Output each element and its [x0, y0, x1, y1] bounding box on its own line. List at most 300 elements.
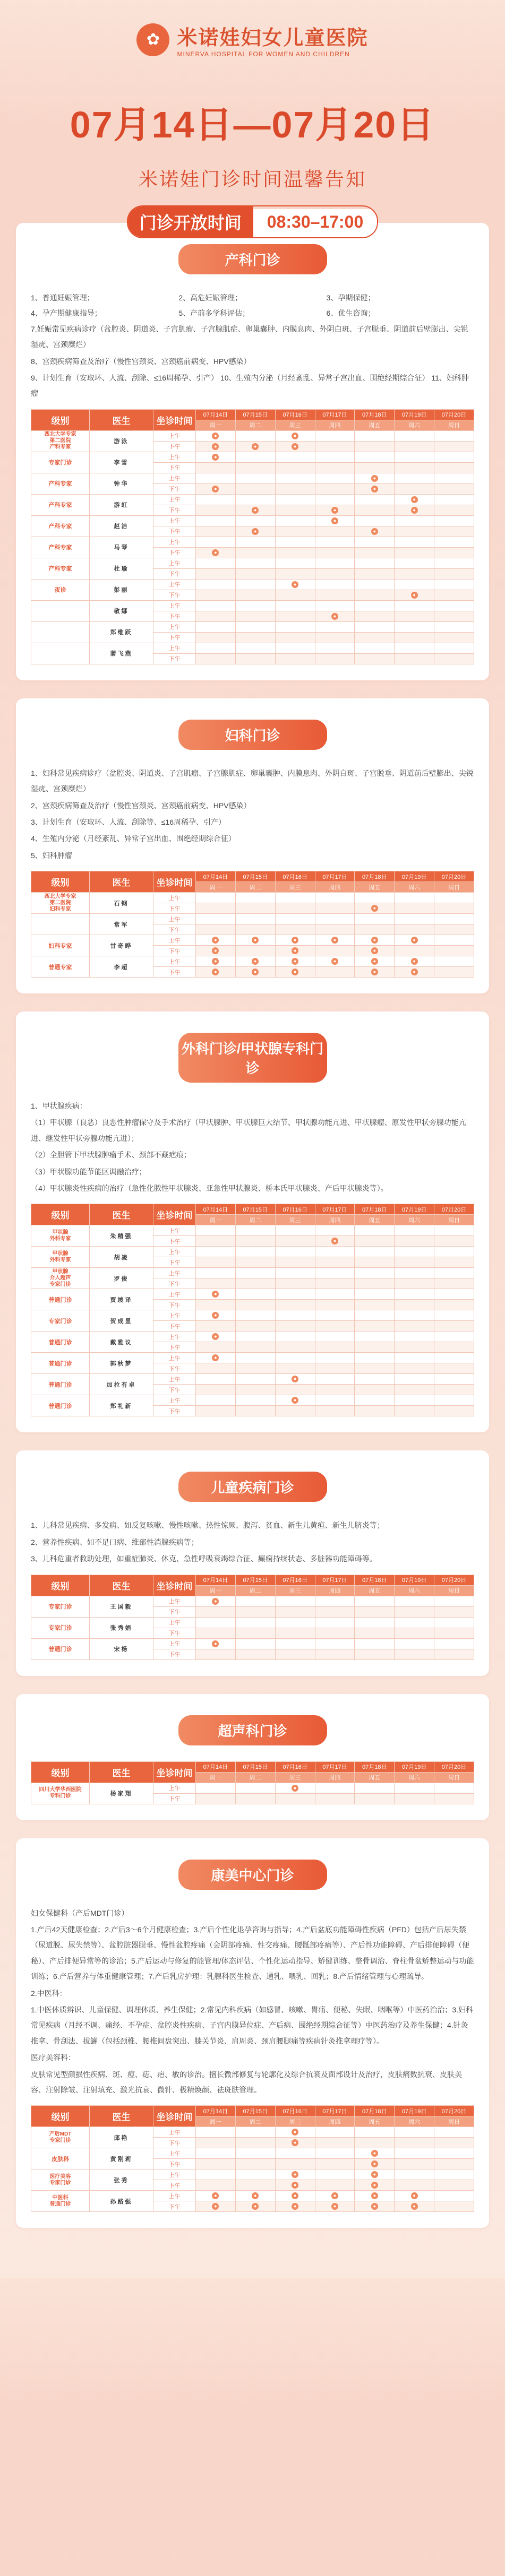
service-line: 妇女保健科（产后MDT门诊） — [31, 1908, 129, 1917]
schedule-cell — [196, 526, 236, 537]
schedule-cell — [395, 1783, 434, 1793]
section-title: 康美中心门诊 — [178, 1860, 327, 1890]
doctor-level: 产科专家 — [31, 537, 90, 558]
schedule-cell — [395, 1628, 434, 1638]
doctor-level: 甲状腺 外科专家 — [31, 1225, 90, 1247]
schedule-cell — [315, 1385, 355, 1395]
schedule-cell — [196, 462, 236, 473]
doctor-name: 石钢 — [90, 893, 153, 914]
col-date: 07月17日 — [315, 1575, 355, 1585]
schedule-cell — [196, 653, 236, 664]
slot-label: 上午 — [153, 430, 196, 441]
doctor-name: 王国毅 — [90, 1596, 153, 1617]
on-duty-icon: ● — [212, 454, 219, 461]
schedule-cell — [235, 956, 275, 967]
col-date: 07月17日 — [315, 409, 355, 420]
service-line: 1、妇科常见疾病诊疗（盆腔炎、阴道炎、子宫肌瘤、子宫腺肌症、卵巢囊肿、内膜息肉、外阴白斑、子宫脱垂、阴道前后壁膨出、尖锐湿疣、宫颈糜烂） — [31, 768, 474, 793]
on-duty-icon: ● — [371, 486, 378, 492]
slot-label: 上午 — [153, 1332, 196, 1342]
table-row — [31, 1225, 474, 1236]
schedule-cell — [434, 611, 474, 621]
schedule-cell — [196, 1332, 236, 1342]
schedule-cell — [355, 967, 395, 978]
schedule-cell — [355, 1395, 395, 1406]
schedule-cell — [196, 2138, 236, 2148]
schedule-cell — [196, 473, 236, 483]
slot-label: 上午 — [153, 2169, 196, 2180]
schedule-cell — [196, 1278, 236, 1289]
schedule-cell — [315, 1300, 355, 1310]
schedule-cell — [235, 2127, 275, 2138]
schedule-cell — [235, 2191, 275, 2201]
slot-label: 下午 — [153, 483, 196, 494]
schedule-cell — [196, 579, 236, 590]
doctor-level: 专家门诊 — [31, 1310, 90, 1332]
service-line: 9、计划生育（安取环、人流、刮除、≤16周稀孕、引产） 10、生殖内分泌（月经紊乱、异常子宫出血、围绝经期综合征） 11、妇科肿瘤 — [31, 373, 469, 398]
col-date: 07月17日 — [315, 1761, 355, 1772]
schedule-cell — [196, 1606, 236, 1617]
col-weekday: 周三 — [275, 1215, 315, 1225]
schedule-cell — [235, 1606, 275, 1617]
slot-label: 下午 — [153, 967, 196, 978]
schedule-cell — [315, 1247, 355, 1257]
schedule-cell — [196, 1353, 236, 1363]
service-item: 4、孕产期健康指导； — [31, 309, 102, 318]
schedule-cell — [235, 1793, 275, 1804]
schedule-cell — [395, 1406, 434, 1416]
col-weekday: 周三 — [275, 2116, 315, 2127]
doctor-level — [31, 914, 90, 935]
table-row — [31, 1247, 474, 1257]
schedule-cell — [355, 1638, 395, 1649]
schedule-cell — [434, 1617, 474, 1628]
schedule-cell — [235, 1236, 275, 1247]
col-date: 07月14日 — [196, 871, 236, 882]
schedule-cell — [395, 1268, 434, 1278]
schedule-cell — [315, 579, 355, 590]
schedule-cell — [355, 441, 395, 452]
schedule-table — [31, 2105, 474, 2212]
on-duty-icon: ● — [371, 2150, 378, 2157]
on-duty-icon: ● — [411, 496, 418, 503]
table-row — [31, 893, 474, 903]
on-duty-icon: ● — [292, 2139, 298, 2146]
doctor-level: 皮肤科 — [31, 2148, 90, 2169]
schedule-cell — [235, 1406, 275, 1416]
slot-label: 下午 — [153, 2138, 196, 2148]
col-date: 07月18日 — [355, 2106, 395, 2116]
section-title: 产科门诊 — [178, 244, 327, 274]
doctor-level: 普通门诊 — [31, 1395, 90, 1416]
schedule-cell — [434, 2169, 474, 2180]
schedule-cell — [355, 505, 395, 515]
service-line: （3）甲状腺功能节能区调融治疗； — [31, 1167, 147, 1176]
schedule-cell — [355, 1289, 395, 1300]
schedule-cell — [196, 1342, 236, 1353]
schedule-cell — [275, 1649, 315, 1659]
schedule-cell — [355, 893, 395, 903]
on-duty-icon: ● — [331, 937, 338, 944]
schedule-cell — [315, 1342, 355, 1353]
schedule-cell — [196, 568, 236, 579]
schedule-cell — [315, 1606, 355, 1617]
schedule-cell — [315, 1406, 355, 1416]
on-duty-icon: ● — [371, 947, 378, 954]
schedule-cell — [355, 956, 395, 967]
schedule-cell — [315, 1257, 355, 1268]
table-row — [31, 579, 474, 590]
schedule-cell — [355, 473, 395, 483]
on-duty-icon: ● — [292, 937, 298, 944]
table-row — [31, 1310, 474, 1321]
col-date: 07月18日 — [355, 871, 395, 882]
slot-label: 下午 — [153, 441, 196, 452]
schedule-cell — [395, 515, 434, 526]
schedule-cell — [275, 1374, 315, 1385]
table-row — [31, 621, 474, 632]
schedule-cell — [235, 903, 275, 914]
col-weekday: 周二 — [235, 882, 275, 893]
schedule-cell — [434, 653, 474, 664]
col-date: 07月15日 — [235, 1204, 275, 1215]
schedule-cell — [196, 1617, 236, 1628]
slot-label: 上午 — [153, 558, 196, 568]
on-duty-icon: ● — [411, 958, 418, 965]
slot-label: 上午 — [153, 1395, 196, 1406]
schedule-cell — [355, 1268, 395, 1278]
schedule-cell — [434, 1236, 474, 1247]
schedule-cell — [434, 1596, 474, 1606]
col-weekday: 周一 — [196, 882, 236, 893]
schedule-cell — [434, 1342, 474, 1353]
schedule-cell — [235, 547, 275, 558]
doctor-level: 中医科 普通门诊 — [31, 2191, 90, 2212]
schedule-cell — [355, 1353, 395, 1363]
table-row — [31, 956, 474, 967]
schedule-cell — [275, 568, 315, 579]
slot-label: 下午 — [153, 1257, 196, 1268]
schedule-cell — [395, 547, 434, 558]
schedule-cell — [275, 1793, 315, 1804]
schedule-cell — [315, 430, 355, 441]
schedule-cell — [196, 2191, 236, 2201]
on-duty-icon: ● — [292, 947, 298, 954]
doctor-level: 普通门诊 — [31, 1332, 90, 1353]
table-row — [31, 2127, 474, 2138]
schedule-cell — [235, 1247, 275, 1257]
schedule-cell — [196, 1257, 236, 1268]
col-date: 07月18日 — [355, 1761, 395, 1772]
schedule-cell — [275, 1247, 315, 1257]
col-weekday: 周五 — [355, 1585, 395, 1596]
col-doctor: 医生 — [90, 1575, 153, 1596]
slot-label: 下午 — [153, 653, 196, 664]
table-row — [31, 1332, 474, 1342]
col-weekday: 周日 — [434, 882, 474, 893]
doctor-name: 常军 — [90, 914, 153, 935]
slot-label: 上午 — [153, 956, 196, 967]
schedule-cell — [355, 903, 395, 914]
col-weekday: 周二 — [235, 2116, 275, 2127]
schedule-cell — [315, 967, 355, 978]
col-doctor: 医生 — [90, 1204, 153, 1225]
schedule-cell — [355, 579, 395, 590]
page-subtitle: 米诺娃门诊时间温馨告知 — [138, 168, 366, 190]
schedule-cell — [235, 515, 275, 526]
schedule-cell — [434, 2127, 474, 2138]
schedule-cell — [434, 1363, 474, 1374]
col-weekday: 周四 — [315, 420, 355, 430]
schedule-cell — [395, 1353, 434, 1363]
section-title: 外科门诊/甲状腺专科门诊 — [178, 1033, 327, 1083]
schedule-cell — [434, 1332, 474, 1342]
schedule-cell — [196, 1628, 236, 1638]
col-weekday: 周一 — [196, 1772, 236, 1783]
col-date: 07月16日 — [275, 409, 315, 420]
schedule-cell — [235, 1363, 275, 1374]
schedule-cell — [395, 903, 434, 914]
schedule-cell — [434, 967, 474, 978]
schedule-cell — [395, 1278, 434, 1289]
schedule-cell — [275, 1617, 315, 1628]
col-weekday: 周六 — [395, 1215, 434, 1225]
service-line: 医疗美容科： — [31, 2053, 75, 2062]
schedule-cell — [355, 1783, 395, 1793]
col-doctor: 医生 — [90, 871, 153, 893]
schedule-cell — [355, 946, 395, 956]
col-weekday: 周六 — [395, 1585, 434, 1596]
schedule-cell — [395, 452, 434, 462]
schedule-cell — [355, 2148, 395, 2159]
schedule-cell — [395, 1793, 434, 1804]
schedule-cell — [275, 1268, 315, 1278]
schedule-cell — [355, 568, 395, 579]
table-row — [31, 1268, 474, 1278]
schedule-cell — [315, 600, 355, 611]
schedule-cell — [196, 1300, 236, 1310]
schedule-cell — [395, 558, 434, 568]
col-date: 07月16日 — [275, 1761, 315, 1772]
schedule-cell — [315, 526, 355, 537]
slot-label: 上午 — [153, 893, 196, 903]
schedule-cell — [196, 558, 236, 568]
schedule-cell — [275, 903, 315, 914]
schedule-cell — [196, 967, 236, 978]
schedule-cell — [355, 914, 395, 924]
schedule-cell — [355, 547, 395, 558]
on-duty-icon: ● — [252, 2192, 259, 2199]
slot-label: 下午 — [153, 547, 196, 558]
schedule-cell — [275, 967, 315, 978]
schedule-cell — [315, 956, 355, 967]
schedule-cell — [235, 600, 275, 611]
on-duty-icon: ● — [292, 969, 298, 975]
schedule-cell — [315, 1310, 355, 1321]
schedule-cell — [196, 1649, 236, 1659]
schedule-cell — [275, 526, 315, 537]
col-date: 07月14日 — [196, 409, 236, 420]
schedule-cell — [315, 590, 355, 600]
on-duty-icon: ● — [252, 507, 259, 514]
on-duty-icon: ● — [331, 2203, 338, 2210]
on-duty-icon: ● — [212, 1640, 219, 1647]
schedule-cell — [275, 1342, 315, 1353]
schedule-cell — [355, 452, 395, 462]
schedule-cell — [196, 2159, 236, 2169]
schedule-table — [31, 1204, 474, 1416]
slot-label: 下午 — [153, 1278, 196, 1289]
table-row — [31, 914, 474, 924]
slot-label: 上午 — [153, 494, 196, 505]
col-weekday: 周六 — [395, 420, 434, 430]
schedule-cell — [395, 1385, 434, 1395]
on-duty-icon: ● — [252, 958, 259, 965]
schedule-cell — [235, 935, 275, 946]
col-date: 07月16日 — [275, 2106, 315, 2116]
schedule-cell — [275, 2138, 315, 2148]
section-services — [31, 1099, 474, 1196]
schedule-cell — [196, 643, 236, 653]
schedule-cell — [434, 2191, 474, 2201]
schedule-cell — [315, 568, 355, 579]
schedule-cell — [235, 1225, 275, 1236]
schedule-cell — [275, 1289, 315, 1300]
schedule-cell — [196, 2201, 236, 2212]
schedule-cell — [196, 2127, 236, 2138]
doctor-name: 郭秋梦 — [90, 1353, 153, 1374]
schedule-cell — [434, 590, 474, 600]
col-date: 07月17日 — [315, 871, 355, 882]
doctor-name: 杨家翔 — [90, 1783, 153, 1804]
schedule-table — [31, 409, 474, 664]
schedule-cell — [196, 1363, 236, 1374]
schedule-cell — [275, 1638, 315, 1649]
doctor-level: 西北大学专家 第二医院 产科专家 — [31, 430, 90, 452]
doctor-level: 产后MDT 专家门诊 — [31, 2127, 90, 2148]
schedule-cell — [355, 1596, 395, 1606]
schedule-cell — [395, 483, 434, 494]
service-item: 1、普通妊娠管理； — [31, 293, 95, 302]
on-duty-icon: ● — [212, 969, 219, 975]
schedule-cell — [275, 1385, 315, 1395]
schedule-cell — [395, 441, 434, 452]
schedule-cell — [315, 547, 355, 558]
service-line: 2、营养性疾病、如不足口病、维部性消腺疾病等； — [31, 1537, 199, 1546]
schedule-cell — [395, 1289, 434, 1300]
schedule-cell — [315, 558, 355, 568]
schedule-cell — [395, 893, 434, 903]
hours-value: 08:30–17:00 — [253, 209, 377, 235]
schedule-cell — [434, 2159, 474, 2169]
schedule-cell — [315, 2159, 355, 2169]
slot-label: 上午 — [153, 1638, 196, 1649]
slot-label: 下午 — [153, 611, 196, 621]
schedule-cell — [434, 1374, 474, 1385]
col-date: 07月14日 — [196, 1204, 236, 1215]
schedule-cell — [235, 494, 275, 505]
schedule-cell — [355, 1606, 395, 1617]
col-weekday: 周六 — [395, 882, 434, 893]
on-duty-icon: ● — [371, 937, 378, 944]
table-row — [31, 643, 474, 653]
schedule-cell — [275, 2127, 315, 2138]
table-row — [31, 558, 474, 568]
service-line: 2、宫颈疾病筛查及治疗（慢性宫颈炎、宫颈癌前病变、HPV感染） — [31, 801, 251, 810]
schedule-cell — [275, 611, 315, 621]
doctor-name: 敬娜 — [90, 600, 153, 621]
slot-label: 下午 — [153, 2201, 196, 2212]
on-duty-icon: ● — [331, 1238, 338, 1244]
on-duty-icon: ● — [212, 937, 219, 944]
table-row — [31, 1289, 474, 1300]
schedule-cell — [434, 579, 474, 590]
doctor-level: 普通门诊 — [31, 1374, 90, 1395]
schedule-cell — [275, 956, 315, 967]
doctor-name: 游泳 — [90, 430, 153, 452]
col-level: 级别 — [31, 2106, 90, 2127]
schedule-cell — [355, 1406, 395, 1416]
doctor-level — [31, 600, 90, 621]
schedule-cell — [275, 1406, 315, 1416]
col-date: 07月20日 — [434, 1761, 474, 1772]
schedule-cell — [235, 441, 275, 452]
schedule-cell — [275, 1278, 315, 1289]
schedule-cell — [355, 1225, 395, 1236]
table-row — [31, 1374, 474, 1385]
schedule-cell — [235, 946, 275, 956]
col-slot: 坐诊时间 — [153, 2106, 196, 2127]
schedule-cell — [275, 2169, 315, 2180]
schedule-cell — [434, 1649, 474, 1659]
schedule-cell — [434, 1257, 474, 1268]
schedule-cell — [315, 505, 355, 515]
schedule-cell — [196, 547, 236, 558]
schedule-cell — [235, 1332, 275, 1342]
schedule-cell — [434, 893, 474, 903]
schedule-cell — [196, 1596, 236, 1606]
schedule-cell — [434, 1278, 474, 1289]
schedule-cell — [275, 473, 315, 483]
table-row — [31, 935, 474, 946]
col-weekday: 周四 — [315, 882, 355, 893]
on-duty-icon: ● — [252, 969, 259, 975]
schedule-cell — [315, 515, 355, 526]
section-services — [31, 766, 474, 863]
table-row — [31, 2148, 474, 2159]
schedule-cell — [196, 1385, 236, 1395]
section-rehab — [16, 1838, 489, 2228]
schedule-cell — [315, 473, 355, 483]
on-duty-icon: ● — [212, 433, 219, 439]
schedule-cell — [315, 1225, 355, 1236]
col-weekday: 周三 — [275, 1772, 315, 1783]
schedule-cell — [395, 2191, 434, 2201]
schedule-cell — [434, 515, 474, 526]
schedule-cell — [315, 1321, 355, 1332]
schedule-cell — [434, 903, 474, 914]
schedule-table — [31, 1575, 474, 1660]
schedule-cell — [395, 2180, 434, 2191]
schedule-cell — [315, 1596, 355, 1606]
col-weekday: 周五 — [355, 2116, 395, 2127]
col-weekday: 周五 — [355, 1215, 395, 1225]
schedule-cell — [395, 1606, 434, 1617]
schedule-cell — [235, 1374, 275, 1385]
schedule-cell — [275, 505, 315, 515]
schedule-cell — [315, 452, 355, 462]
col-weekday: 周日 — [434, 420, 474, 430]
slot-label: 下午 — [153, 632, 196, 643]
